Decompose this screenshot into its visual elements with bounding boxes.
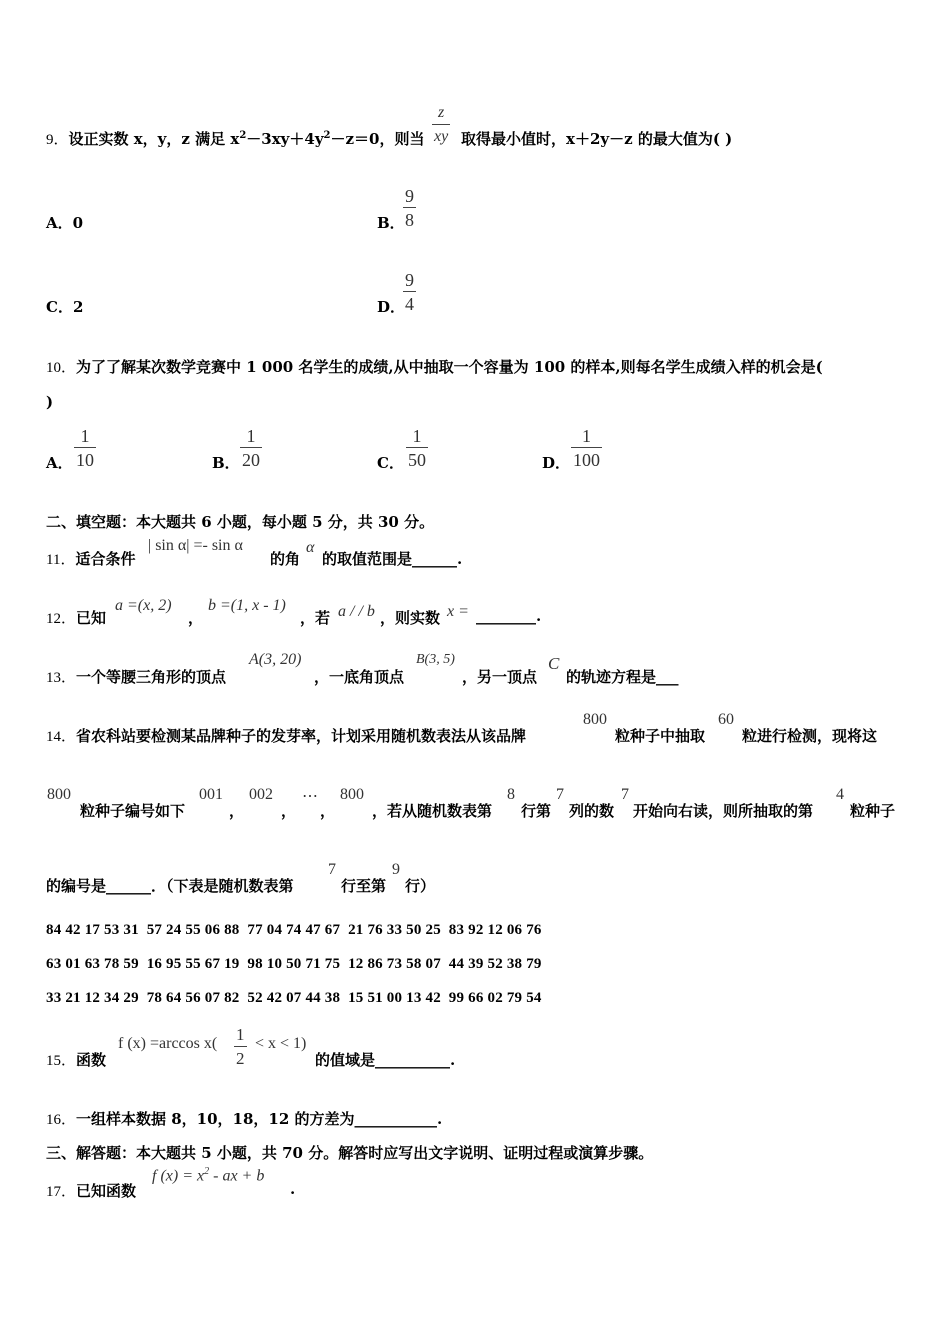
q14-text-line3-b: 行至第 xyxy=(341,877,387,895)
q14-row-7: 7 xyxy=(328,861,336,878)
q15-fraction-half xyxy=(234,1024,247,1071)
fraction-denominator: 10 xyxy=(76,450,94,470)
q11-alpha-symbol: α xyxy=(306,539,315,556)
q10-option-c-fraction xyxy=(406,425,428,472)
fraction-numerator: 9 xyxy=(405,270,414,290)
q15-domain-bound: < x < 1) xyxy=(255,1035,307,1052)
q14-text-line2-a: 粒种子编号如下 xyxy=(80,802,186,820)
q10-line xyxy=(46,356,823,377)
q14-start-number-7: 7 xyxy=(621,786,629,803)
q17-text-b: . xyxy=(290,1180,296,1198)
q9-exponent-2: 2 xyxy=(323,130,331,141)
q9-text-a: 设正实数 x，y，z 满足 x xyxy=(68,130,240,148)
q9-option-d-fraction xyxy=(403,269,416,316)
q12-text-c: ，则实数 xyxy=(380,609,441,627)
q9-option-b-label: B． xyxy=(377,214,405,232)
q10-option-c-label: C． xyxy=(377,454,404,472)
q9-option-b-fraction xyxy=(403,185,416,232)
q14-text-line1-c: 粒进行检测，现将这 xyxy=(742,727,878,745)
random-table-row-7: 84 42 17 53 31 57 24 55 06 88 77 04 74 47 67 21 76 33 50 25 83 92 12 06 76 xyxy=(46,922,542,938)
q14-text-line2-b: ，若从随机数表第 xyxy=(372,802,493,820)
q9-line xyxy=(46,128,424,149)
question-number: 15． xyxy=(46,1053,77,1069)
q10-option-a-fraction xyxy=(74,425,96,472)
q9-exponent-1: 2 xyxy=(239,130,247,141)
q14-text-line2-c: 行第 xyxy=(521,802,552,820)
q9-option-c: C．2 xyxy=(46,298,84,316)
q12-line xyxy=(46,607,106,628)
q17-formula-part-a: f (x) = x xyxy=(152,1167,205,1185)
q15-text-a: 函数 xyxy=(76,1051,107,1069)
q15-text-b: 的值域是__________. xyxy=(315,1051,456,1069)
q10-text-end: ) xyxy=(46,393,54,411)
q13-vertex-c: C xyxy=(548,654,560,673)
fraction-denominator: 50 xyxy=(408,450,426,470)
fraction-numerator: 1 xyxy=(74,425,96,448)
q13-text-b: ，一底角顶点 xyxy=(314,668,405,686)
question-number: 14． xyxy=(46,729,77,745)
q14-seed-count-2: 800 xyxy=(47,786,71,803)
q14-text-line3-a: 的编号是______．（下表是随机数表第 xyxy=(46,877,294,895)
q12-vector-b: b =(1, x - 1) xyxy=(208,597,286,614)
fraction-denominator: 8 xyxy=(405,210,414,230)
q12-parallel-condition: a / / b xyxy=(338,603,375,620)
q12-variable-x: x = xyxy=(447,603,469,620)
random-table-row-9: 33 21 12 34 29 78 64 56 07 82 52 42 07 44 38 15 51 00 13 42 99 66 02 79 54 xyxy=(46,990,542,1006)
q10-option-b-label: B． xyxy=(212,454,240,472)
fraction-denominator: 2 xyxy=(236,1049,245,1068)
q16-text: 一组样本数据 8，10，18，12 的方差为___________. xyxy=(76,1110,443,1128)
q14-total-seeds: 800 xyxy=(583,711,607,728)
random-table-row-8: 63 01 63 78 59 16 95 55 67 19 98 10 50 71 75 12 86 73 58 07 44 39 52 38 79 xyxy=(46,956,542,972)
q10-text: 为了了解某次数学竞赛中 1 000 名学生的成绩,从中抽取一个容量为 100 的样本,则每名学生成绩入样的机会是( xyxy=(76,358,823,376)
fraction-numerator: 1 xyxy=(234,1024,247,1047)
fraction-denominator: xy xyxy=(434,128,449,145)
section-heading-solutions: 三、解答题：本大题共 5 小题，共 70 分。解答时应写出文字说明、证明过程或演算步骤。 xyxy=(46,1144,654,1162)
q14-code-800: 800 xyxy=(340,786,364,803)
q14-line-1 xyxy=(46,725,526,746)
question-number: 16． xyxy=(46,1112,77,1128)
q12-separator: ， xyxy=(188,609,204,627)
q11-text-b: 的角 xyxy=(270,550,301,568)
q9-text-c: －z＝0，则当 xyxy=(330,130,425,148)
q13-vertex-a: A(3, 20) xyxy=(249,651,302,668)
q9-text-d: 取得最小值时，x＋2y－z 的最大值为( ) xyxy=(461,130,733,148)
q14-row-9: 9 xyxy=(392,861,400,878)
q9-text-b: －3xy＋4y xyxy=(246,130,324,148)
q14-ellipsis: ⋯ xyxy=(302,788,318,805)
q11-condition-formula: | sin α| =- sin α xyxy=(148,537,243,554)
q13-text-d: 的轨迹方程是___ xyxy=(566,668,679,686)
q11-text-c: 的取值范围是______. xyxy=(322,550,463,568)
q14-column-7: 7 xyxy=(556,786,564,803)
fraction-numerator: 1 xyxy=(406,425,428,448)
q14-code-001: 001 xyxy=(199,786,223,803)
q14-text-line2-e: 开始向右读，则所抽取的第 xyxy=(633,802,814,820)
q9-option-d-label: D． xyxy=(377,298,406,316)
question-number: 11． xyxy=(46,552,76,568)
q13-text-c: ，另一顶点 xyxy=(462,668,538,686)
question-number: 9． xyxy=(46,132,69,148)
q13-line xyxy=(46,666,226,687)
question-number: 13． xyxy=(46,670,77,686)
fraction-denominator: 4 xyxy=(405,294,414,314)
q17-line xyxy=(46,1180,136,1201)
q14-text-line1-b: 粒种子中抽取 xyxy=(615,727,706,745)
q12-text-b: ，若 xyxy=(300,609,331,627)
q14-code-002: 002 xyxy=(249,786,273,803)
q10-option-d-fraction xyxy=(571,425,602,472)
q14-comma-1: ， xyxy=(229,802,245,820)
q14-text-line1-a: 省农科站要检测某品牌种子的发芽率，计划采用随机数表法从该品牌 xyxy=(76,727,527,745)
q11-line xyxy=(46,548,135,569)
q14-row-8: 8 xyxy=(507,786,515,803)
section-heading-fill-in: 二、填空题：本大题共 6 小题，每小题 5 分，共 30 分。 xyxy=(46,513,435,531)
q11-text-a: 适合条件 xyxy=(75,550,136,568)
question-number: 10． xyxy=(46,360,77,376)
q10-option-d-label: D． xyxy=(542,454,571,472)
q9-fraction-z-over-xy xyxy=(432,102,450,149)
q14-text-line3-c: 行） xyxy=(405,877,436,895)
q15-line xyxy=(46,1049,106,1070)
fraction-denominator: 100 xyxy=(573,450,600,470)
q14-index-4: 4 xyxy=(836,786,844,803)
q17-exponent: 2 xyxy=(204,1166,210,1177)
q14-comma-3: ， xyxy=(320,802,336,820)
fraction-numerator: 1 xyxy=(240,425,262,448)
q16-line xyxy=(46,1108,442,1129)
q14-sample-count: 60 xyxy=(718,711,734,728)
question-number: 17． xyxy=(46,1184,77,1200)
fraction-denominator: 20 xyxy=(242,450,260,470)
q14-text-line2-f: 粒种子 xyxy=(850,802,896,820)
q14-text-line2-d: 列的数 xyxy=(569,802,615,820)
question-number: 12． xyxy=(46,611,77,627)
q12-vector-a: a =(x, 2) xyxy=(115,597,172,614)
q12-text-d: ________. xyxy=(476,607,542,625)
q13-text-a: 一个等腰三角形的顶点 xyxy=(76,668,227,686)
q14-comma-2: ， xyxy=(281,802,297,820)
fraction-numerator: 1 xyxy=(571,425,602,448)
q10-option-b-fraction xyxy=(240,425,262,472)
q17-text-a: 已知函数 xyxy=(76,1182,137,1200)
q13-vertex-b: B(3, 5) xyxy=(416,652,455,667)
fraction-numerator: 9 xyxy=(405,186,414,206)
q17-function-formula xyxy=(152,1166,264,1185)
q12-text-a: 已知 xyxy=(76,609,107,627)
fraction-numerator: z xyxy=(432,102,450,125)
q10-option-a-label: A． xyxy=(46,454,73,472)
q17-formula-part-b: - ax + b xyxy=(209,1167,265,1185)
q15-function-formula: f (x) =arccos x( xyxy=(118,1035,218,1052)
q9-option-a: A．0 xyxy=(46,214,84,232)
